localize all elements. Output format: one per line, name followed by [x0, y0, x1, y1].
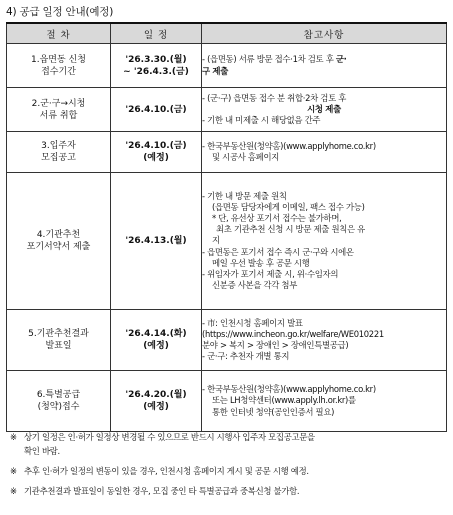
step-cell	[7, 132, 111, 173]
note-text: * 단, 유선상 포기서 접수는 불가하며,	[212, 212, 342, 223]
note-line	[202, 54, 446, 65]
note-line	[202, 235, 446, 246]
note-line	[202, 115, 446, 126]
footnote	[10, 484, 446, 498]
note-text: 최초 기관추천 신청 시 방문 제출 원칙은 유	[216, 224, 365, 235]
note-line	[202, 407, 446, 418]
note-text: 또는 LH청약센터(www.apply.lh.or.kr)를	[212, 395, 356, 406]
note-emphasis: 군·	[335, 54, 347, 65]
note-emphasis: 구 제출	[202, 65, 228, 76]
step-line: 포기서약서 제출	[26, 242, 91, 252]
date-line: (예정)	[143, 402, 169, 412]
date-cell	[111, 371, 202, 432]
reference-mark: ※	[10, 432, 17, 442]
note-text: - 기한 내 미제출 시 해당없음 간주	[202, 115, 321, 126]
note-text: - 위임자가 포기서 제출 시, 위·수임자의	[202, 269, 339, 279]
reference-mark: ※	[10, 466, 17, 476]
footnote-line: 상기 일정은 인·허가 일정상 변경될 수 있으므로 반드시 시행사 입주자 모집공고문을	[24, 432, 315, 442]
step-cell	[7, 44, 111, 88]
step-line: 6.특별공급	[36, 390, 81, 400]
header-step: 절 차	[7, 23, 111, 44]
table-row	[7, 44, 447, 88]
note-line	[202, 395, 446, 406]
step-line: 1.읍면동 신청	[31, 54, 86, 65]
date-line: '26.4.14.(화)	[125, 329, 187, 339]
note-line	[202, 202, 446, 213]
date-line: '26.4.20.(월)	[125, 390, 187, 400]
date-line: '26.4.10.(금)	[125, 104, 187, 115]
note-line	[202, 247, 446, 258]
header-notes: 참고사항	[202, 23, 447, 44]
note-text: 분야 > 복지 > 장애인 > 장애인특별공급)	[202, 340, 349, 350]
step-line: 서류 취합	[39, 110, 78, 121]
note-text: - 한국부동산원(청약홈)(www.applyhome.co.kr)	[202, 140, 376, 151]
note-line	[202, 280, 446, 291]
note-line	[202, 351, 446, 362]
table-row	[7, 88, 447, 132]
note-line	[202, 269, 446, 280]
step-cell	[7, 88, 111, 132]
date-line: ~ '26.4.3.(금)	[123, 66, 189, 77]
note-line	[202, 104, 446, 115]
note-line	[202, 318, 446, 329]
date-line: (예정)	[143, 153, 169, 163]
note-line	[202, 141, 446, 152]
date-cell	[111, 310, 202, 371]
note-text: - 읍면동은 포기서 접수 즉시 군·구와 시에온	[202, 246, 354, 257]
note-line	[202, 224, 446, 235]
note-text: - 市: 인천시청 홈페이지 발표	[202, 317, 303, 328]
note-text: - 군·구: 추천자 개별 통지	[202, 351, 290, 362]
step-cell	[7, 371, 111, 432]
note-line	[202, 191, 446, 202]
note-text: 통한 인터넷 청약(공인인증서 필요)	[212, 406, 335, 417]
table-row	[7, 371, 447, 432]
note-line	[202, 384, 446, 395]
note-line	[202, 329, 446, 340]
note-line	[202, 93, 446, 104]
notes-cell	[202, 310, 447, 371]
step-line: 4.기관추천	[36, 230, 81, 240]
step-cell	[7, 173, 111, 310]
step-line: 접수기간	[41, 66, 76, 77]
note-text: 지	[212, 235, 220, 246]
date-cell	[111, 132, 202, 173]
step-cell	[7, 310, 111, 371]
date-line: '26.4.13.(월)	[125, 236, 187, 246]
date-cell	[111, 44, 202, 88]
note-emphasis: 시청 제출	[307, 103, 341, 114]
note-line	[202, 340, 446, 351]
step-line: 발표일	[45, 341, 72, 351]
note-text: (https://www.incheon.go.kr/welfare/WE010221	[202, 328, 384, 339]
table-row	[7, 132, 447, 173]
notes-cell	[202, 88, 447, 132]
date-line: '26.3.30.(월)	[125, 54, 187, 65]
note-line	[202, 66, 446, 77]
section-heading: 4) 공급 일정 안내(예정)	[6, 6, 114, 18]
reference-mark: ※	[10, 486, 17, 496]
date-line: '26.4.10.(금)	[125, 141, 187, 151]
footnote-line: 추후 인·허가 일정의 변동이 있을 경우, 인천시청 홈페이지 게시 및 공문 시행 예정.	[24, 466, 309, 476]
notes-cell	[202, 173, 447, 310]
table-row	[7, 173, 447, 310]
notes-cell	[202, 371, 447, 432]
note-text: 메일 우선 발송 후 공문 시행	[212, 257, 310, 268]
footnote-line: 확인 바람.	[24, 446, 60, 456]
date-cell	[111, 173, 202, 310]
date-line: (예정)	[143, 341, 169, 351]
step-line: (청약)접수	[37, 402, 80, 412]
footnote-line: 기관추천결과 발표일이 동일한 경우, 모집 중인 타 특별공급과 중복신청 불가함.	[24, 486, 300, 496]
step-line: 5.기관추천결과	[28, 329, 89, 339]
footnote	[10, 464, 446, 478]
step-line: 모집공고	[41, 153, 76, 163]
note-text: 및 시공사 홈페이지	[212, 152, 280, 162]
supply-schedule-table	[6, 22, 447, 432]
note-line	[202, 258, 446, 269]
notes-cell	[202, 44, 447, 88]
note-text: - (읍면동) 서류 방문 접수·1차 검토 후	[202, 54, 336, 65]
note-text: - 기한 내 방문 제출 원칙	[202, 190, 287, 201]
note-text: (읍면동 담당자에게 이메일, 팩스 접수 가능)	[212, 201, 365, 212]
step-line: 2.군·구→시청	[31, 98, 86, 109]
note-line	[202, 213, 446, 224]
notes-cell	[202, 132, 447, 173]
note-text: - 한국부동산원(청약홈)(www.applyhome.co.kr)	[202, 384, 376, 395]
step-line: 3.입주자	[41, 141, 76, 151]
date-cell	[111, 88, 202, 132]
footnotes	[10, 430, 446, 498]
note-text: 신분증 사본을 각각 첨부	[212, 280, 297, 291]
table-row	[7, 310, 447, 371]
table-header-row	[7, 23, 447, 44]
note-text: - (군·구) 읍면동 접수 분 취합·2차 검토 후	[202, 92, 347, 103]
note-line	[202, 152, 446, 163]
footnote	[10, 430, 446, 458]
header-date: 일 정	[111, 23, 202, 44]
